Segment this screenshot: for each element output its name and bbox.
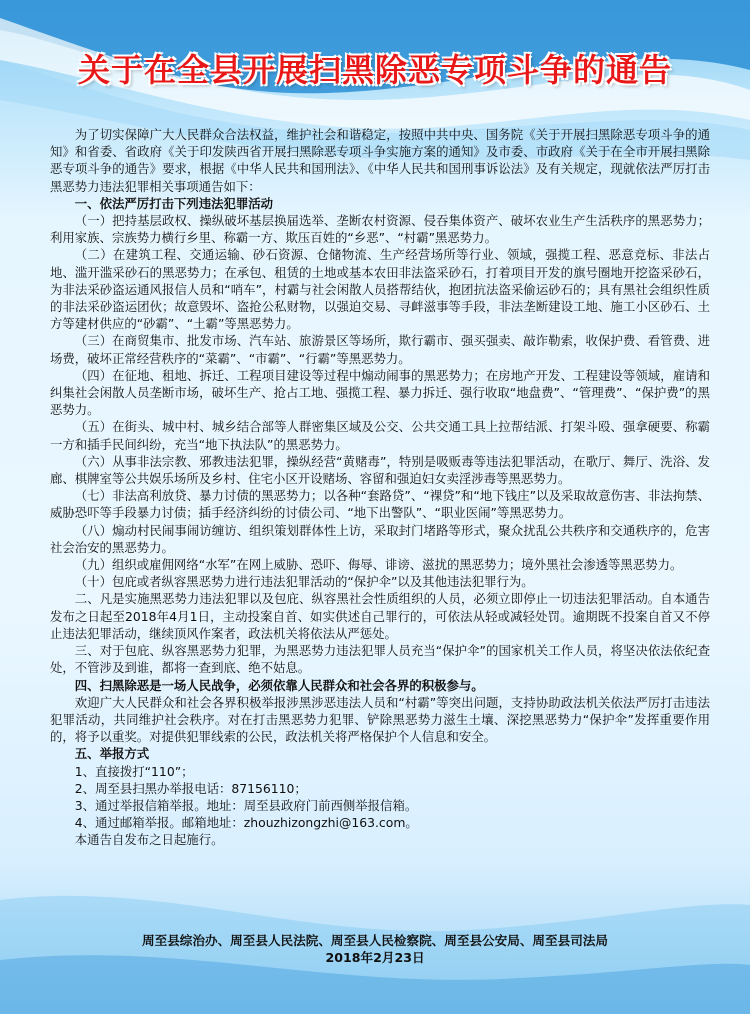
section1-item-9: （九）组织或雇佣网络“水军”在网上威胁、恐吓、侮辱、诽谤、滋扰的黑恶势力；境外黑社会渗透等黑恶势力。: [74, 557, 683, 573]
intro-paragraph: 为了切实保障广大人民群众合法权益，维护社会和谐稳定，按照中共中央、国务院《关于开展扫黑除恶专项斗争的通知》和省委、省政府《关于印发陕西省开展扫黑除恶专项斗争实施方案的通知》及市委、市政府《关于在全市开展扫黑除恶专项斗争的通告》要求，根据《中华人民共和国刑法》、《中华人民共和国刑事诉讼法》及有关规定，现就依法严厉打击黑恶势力违法犯罪相关事项通告如下：: [50, 127, 710, 194]
section2-paragraph: 二、凡是实施黑恶势力违法犯罪以及包庇、纵容黑社会性质组织的人员，必须立即停止一切违法犯罪活动。自本通告发布之日起至2018年4月1日，主动投案自首、如实供述自己罪行的，可依法从轻或减轻处罚。逾期既不投案自首又不停止违法犯罪活动，继续顶风作案者，政法机关将依法从严惩处。: [50, 591, 710, 641]
section5-heading: 五、举报方式: [74, 746, 150, 762]
report-method-1: 1、直接拨打“110”；: [74, 763, 194, 779]
report-method-4: 4、通过邮箱举报。邮箱地址：zhouzhizongzhi@163.com。: [74, 815, 418, 831]
issuing-agencies: 周至县综治办、周至县人民法院、周至县人民检察院、周至县公安局、周至县司法局: [142, 933, 608, 948]
report-method-2: 2、周至县扫黑办举报电话：87156110；: [74, 780, 307, 796]
section1-item-6: （六）从事非法宗教、邪教违法犯罪，操纵经营“黄赌毒”，特别是吸贩毒等违法犯罪活动，在歌厅、舞厅、洗浴、发廊、棋牌室等公共娱乐场所及乡村、住宅小区开设赌场、容留和强迫妇女卖淫涉毒等黑恶势力。: [50, 453, 710, 487]
section4-paragraph: 欢迎广大人民群众和社会各界积极举报涉黑涉恶违法人员和“村霸”等突出问题，支持协助政法机关依法严厉打击违法犯罪活动，共同维护社会秩序。对在打击黑恶势力犯罪、铲除黑恶势力滋生土壤、深挖黑恶势力“保护伞”发挥重要作用的，将予以重奖。对提供犯罪线索的公民，政法机关将严格保护个人信息和安全。: [50, 694, 710, 745]
section1-heading: 一、依法严厉打击下列违法犯罪活动: [74, 195, 274, 211]
closing-line: 本通告自发布之日起施行。: [74, 832, 224, 848]
section1-item-2: （二）在建筑工程、交通运输、砂石资源、仓储物流、生产经营场所等行业、领域，强揽工程、恶意竞标、非法占地、滥开滥采砂石的黑恶势力；在承包、租赁的土地或基本农田非法盗采砂石，打着项目开发的旗号圈地开挖盗采砂石，为非法采砂盗运通风报信人员和“哨车”，村霸与社会闲散人员搭帮结伙，抱团抗法盗采偷运砂石的；具有黑社会组织性质的非法采砂盗运团伙；故意毁坏、盗抢公私财物，以强迫交易、寻衅滋事等手段，非法垄断建设工地、施工小区砂石、土方等建材供应的“砂霸”、“土霸”等黑恶势力。: [50, 247, 710, 332]
notice-body: [50, 126, 710, 849]
section1-item-3: （三）在商贸集市、批发市场、汽车站、旅游景区等场所，欺行霸市、强买强卖、敲诈勒索，收保护费、看管费、进场费，破坏正常经营秩序的“菜霸”、“市霸”、“行霸”等黑恶势力。: [50, 333, 710, 366]
report-method-3: 3、通过举报信箱举报。地址：周至县政府门前西侧举报信箱。: [74, 797, 418, 813]
section1-item-1: （一）把持基层政权、操纵破坏基层换届选举、垄断农村资源、侵吞集体资产、破坏农业生产生活秩序的黑恶势力；利用家族、宗族势力横行乡里、称霸一方、欺压百姓的“乡恶”、“村霸”黑恶势力。: [50, 213, 710, 246]
section1-item-5: （五）在街头、城中村、城乡结合部等人群密集区域及公交、公共交通工具上拉帮结派、打架斗殴、强拿硬要、称霸一方和插手民间纠纷，充当“地下执法队”的黑恶势力。: [50, 419, 710, 452]
section4-heading: 四、扫黑除恶是一场人民战争，必须依靠人民群众和社会各界的积极参与。: [74, 677, 484, 693]
issue-date: 2018年2月23日: [325, 950, 425, 965]
footer: [0, 932, 750, 966]
section1-item-4: （四）在征地、租地、拆迁、工程项目建设等过程中煽动闹事的黑恶势力；在房地产开发、工程建设等领域，雇请和纠集社会闲散人员垄断市场，破坏生产、抢占工地、强揽工程、暴力拆迁、强行收取“地盘费”、“管理费”、“保护费”的黑恶势力。: [50, 367, 710, 418]
section1-item-10: （十）包庇或者纵容黑恶势力进行违法犯罪活动的“保护伞”以及其他违法犯罪行为。: [74, 574, 534, 590]
section1-item-8: （八）煽动村民闹事闹访缠访、组织策划群体性上访，采取封门堵路等形式，聚众扰乱公共秩序和交通秩序的，危害社会治安的黑恶势力。: [50, 522, 710, 555]
notice-title: 关于在全县开展扫黑除恶专项斗争的通告: [77, 51, 672, 89]
section3-paragraph: 三、对于包庇、纵容黑恶势力犯罪，为黑恶势力违法犯罪人员充当“保护伞”的国家机关工作人员，将坚决依法依纪查处，不管涉及到谁，都将一查到底、绝不姑息。: [50, 643, 710, 676]
section1-item-7: （七）非法高利放贷、暴力讨债的黑恶势力；以各种“套路贷”、“裸贷”和“地下钱庄”以及采取故意伤害、非法拘禁、威胁恐吓等手段暴力讨债；插手经济纠纷的讨债公司、“地下出警队”、“职业医闹”等黑恶势力。: [50, 488, 710, 521]
